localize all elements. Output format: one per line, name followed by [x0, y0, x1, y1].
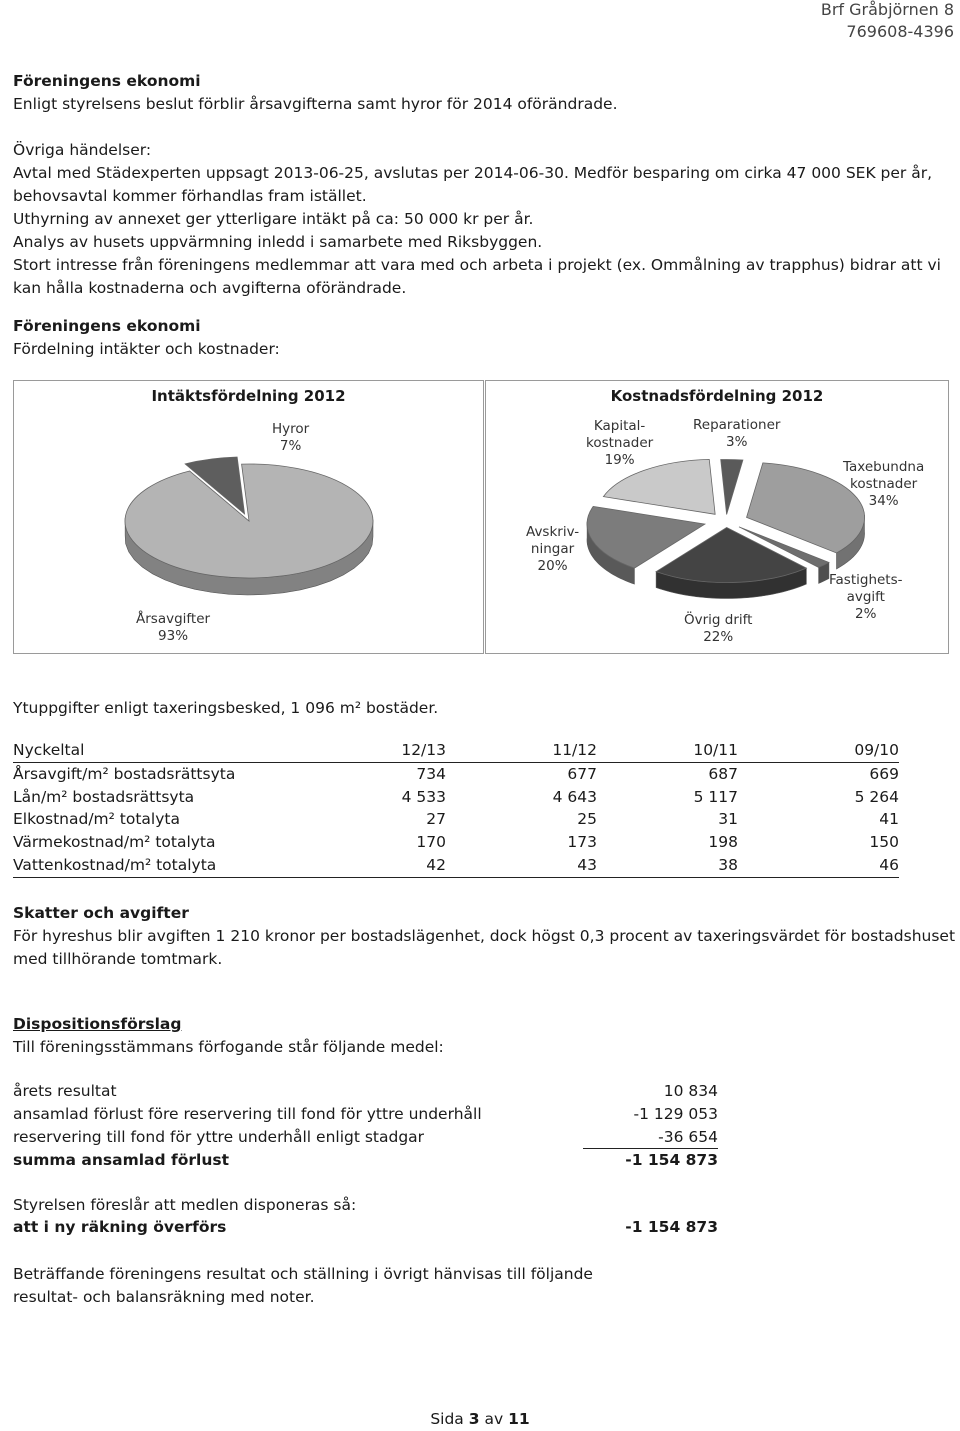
taxes-line: För hyreshus blir avgiften 1 210 kronor per bostadslägenhet, dock högst 0,3 procent av taxeringsvärdet för bostadshuset — [13, 927, 956, 945]
table-row: ansamlad förlust före reservering till fond för yttre underhåll -1 129 053 — [13, 1104, 718, 1123]
slice-label-kapital: Kapital- kostnader 19% — [586, 418, 654, 468]
proposal-table — [13, 1216, 718, 1239]
table-row: Lån/m² bostadsrättsyta 4 533 4 643 5 117 5 264 — [13, 787, 899, 806]
event-line: Analys av husets uppvärmning inledd i samarbete med Riksbyggen. — [13, 233, 543, 251]
section-heading: Föreningens ekonomi — [13, 72, 201, 90]
disposition-table — [13, 1080, 718, 1172]
event-line: Stort intresse från föreningens medlemmar att vara med och arbeta i projekt (ex. Ommålning av trapphus) bidrar att vi — [13, 256, 941, 274]
section-heading: Dispositionsförslag — [13, 1015, 182, 1033]
page-total: 11 — [508, 1410, 530, 1428]
events-heading: Övriga händelser: — [13, 141, 152, 159]
disposition-section — [13, 1013, 948, 1059]
pie-slice-årsavgifter — [125, 464, 373, 578]
key-figures-table — [13, 739, 899, 878]
distribution-section — [13, 315, 948, 361]
table-row: reservering till fond för yttre underhåll enligt stadgar -36 654 — [13, 1126, 718, 1149]
slice-label-reparationer: Reparationer 3% — [693, 417, 781, 450]
section-heading: Skatter och avgifter — [13, 904, 189, 922]
table-header-cell: 12/13 — [313, 739, 446, 762]
section-text: Enligt styrelsens beslut förblir årsavgifterna samt hyror för 2014 oförändrade. — [13, 95, 618, 113]
page-footer: Sida 3 av 11 — [430, 1410, 530, 1428]
event-line: Avtal med Städexperten uppsagt 2013-06-25, avslutas per 2014-06-30. Medför besparing om cirka 47 000 SEK per år, — [13, 164, 933, 182]
area-info: Ytuppgifter enligt taxeringsbesked, 1 096 m² bostäder. — [13, 699, 439, 717]
proposal-intro: Styrelsen föreslår att medlen disponeras så: — [13, 1196, 357, 1214]
table-row: att i ny räkning överförs -1 154 873 — [13, 1218, 718, 1236]
table-header-cell: 11/12 — [446, 739, 597, 762]
chart-title: Intäktsfördelning 2012 — [151, 387, 346, 405]
events-section — [13, 139, 948, 300]
slice-label-arsavgifter: Årsavgifter 93% — [136, 611, 211, 644]
cost-chart — [485, 380, 949, 654]
org-number: 769608-4396 — [846, 22, 954, 41]
event-line: behovsavtal kommer förhandlas fram istället. — [13, 187, 367, 205]
table-row: årets resultat 10 834 — [13, 1082, 718, 1100]
table-header-cell: 10/11 — [597, 739, 738, 762]
document-header — [821, 0, 954, 43]
event-line: kan hålla kostnaderna och avgifterna oförändrade. — [13, 279, 407, 297]
closing-text: Beträffande föreningens resultat och ställning i övrigt hänvisas till följande resultat- och balansräkning med noter. — [13, 1265, 593, 1306]
income-chart — [13, 380, 484, 654]
table-row: Årsavgift/m² bostadsrättsyta 734 677 687 669 — [13, 764, 899, 783]
table-header-row — [13, 739, 899, 762]
table-row: Värmekostnad/m² totalyta 170 173 198 150 — [13, 833, 899, 852]
taxes-section — [13, 902, 956, 971]
table-row: Vattenkostnad/m² totalyta 42 43 38 46 — [13, 854, 899, 877]
economy-section — [13, 70, 948, 116]
disposition-intro: Till föreningsstämmans förfogande står följande medel: — [13, 1038, 444, 1056]
table-row: Elkostnad/m² totalyta 27 25 31 41 — [13, 810, 899, 829]
section-text: Fördelning intäkter och kostnader: — [13, 340, 280, 358]
table-row-total: summa ansamlad förlust -1 154 873 — [13, 1151, 718, 1170]
event-line: Uthyrning av annexet ger ytterligare intäkt på ca: 50 000 kr per år. — [13, 210, 534, 228]
chart-title: Kostnadsfördelning 2012 — [610, 387, 824, 405]
org-name: Brf Gråbjörnen 8 — [820, 0, 954, 19]
income-pie-svg — [14, 381, 483, 653]
slice-label-ovrig: Övrig drift 22% — [684, 612, 753, 645]
table-header-cell: 09/10 — [738, 739, 899, 762]
pie-slice-reparationer — [721, 459, 743, 514]
section-heading: Föreningens ekonomi — [13, 317, 201, 335]
table-header-cell: Nyckeltal — [13, 739, 313, 762]
slice-label-avskrivningar: Avskriv- ningar 20% — [526, 524, 580, 574]
slice-label-hyror: Hyror 7% — [272, 421, 310, 454]
slice-label-taxebundna: Taxebundna kostnader 34% — [843, 459, 925, 509]
page-number: 3 — [468, 1410, 480, 1428]
slice-label-fastighet: Fastighets- avgift 2% — [829, 572, 903, 622]
taxes-line: med tillhörande tomtmark. — [13, 950, 223, 968]
